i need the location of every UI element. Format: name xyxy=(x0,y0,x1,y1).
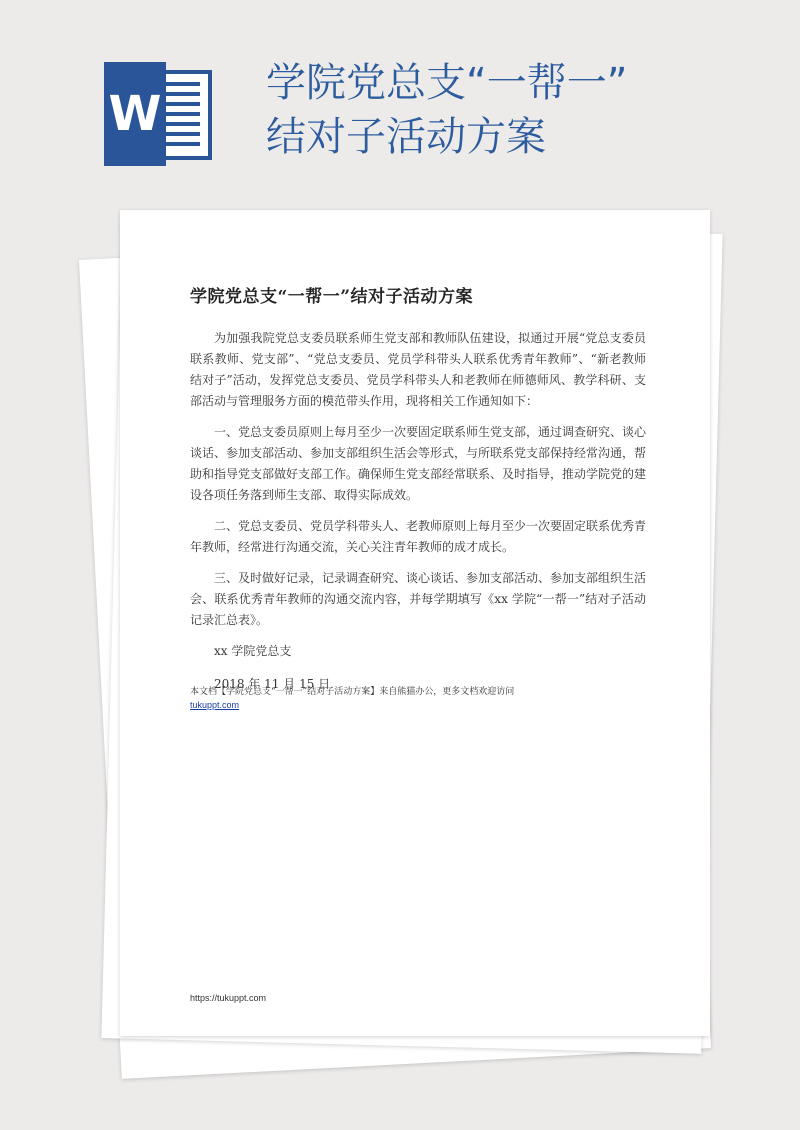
document-title: 学院党总支“一帮一”结对子活动方案 xyxy=(190,287,474,307)
word-w-badge: W xyxy=(104,62,166,166)
source-note xyxy=(190,686,660,713)
document-body xyxy=(190,328,646,707)
paragraph-item-2: 二、党总支委员、党员学科带头人、老教师原则上每月至少一次要固定联系优秀青年教师，经常进行沟通交流，关心关注青年教师的成才成长。 xyxy=(190,519,647,554)
source-link[interactable]: tukuppt.com xyxy=(190,700,240,710)
banner-title-line1: 学院党总支“一帮一” xyxy=(266,60,628,106)
intro-paragraph: 为加强我院党总支委员联系师生党支部和教师队伍建设，拟通过开展“党总支委员联系教师、党支部”、“党总支委员、党员学科带头人联系优秀青年教师”、“新老教师结对子”活动，发挥党总支委员、党员学科带头人和老教师在师德师风、教学科研、支部活动与管理服务方面的模范带头作用，现将相关工作通知如下： xyxy=(190,331,646,408)
banner-title-line2: 结对子活动方案 xyxy=(266,114,546,160)
document-lines-icon xyxy=(160,82,200,152)
word-document-icon xyxy=(104,62,216,166)
banner-title xyxy=(266,56,786,164)
paragraph-item-1: 一、党总支委员原则上每月至少一次要固定联系师生党支部，通过调查研究、谈心谈话、参加支部活动、参加支部组织生活会等形式，与所联系党支部保持经常沟通，帮助和指导党支部做好支部工作。确保师生党支部经常联系、及时指导，推动学院党的建设各项任务落到师生支部、取得实际成效。 xyxy=(190,425,647,502)
paragraph-item-3: 三、及时做好记录，记录调查研究、谈心谈话、参加支部活动、参加支部组织生活会、联系优秀青年教师的沟通交流内容，并每学期填写《xx 学院“一帮一”结对子活动记录汇总表》。 xyxy=(190,571,647,627)
source-note-text: 本文档【学院党总支“一帮一”结对子活动方案】来自熊猫办公，更多文档欢迎访问 xyxy=(190,687,515,697)
footer-url[interactable]: https://tukuppt.com xyxy=(190,993,267,1003)
date: 2018 年 11 月 15 日 xyxy=(214,677,331,691)
signature: xx 学院党总支 xyxy=(214,644,292,658)
document-page xyxy=(120,210,710,1036)
